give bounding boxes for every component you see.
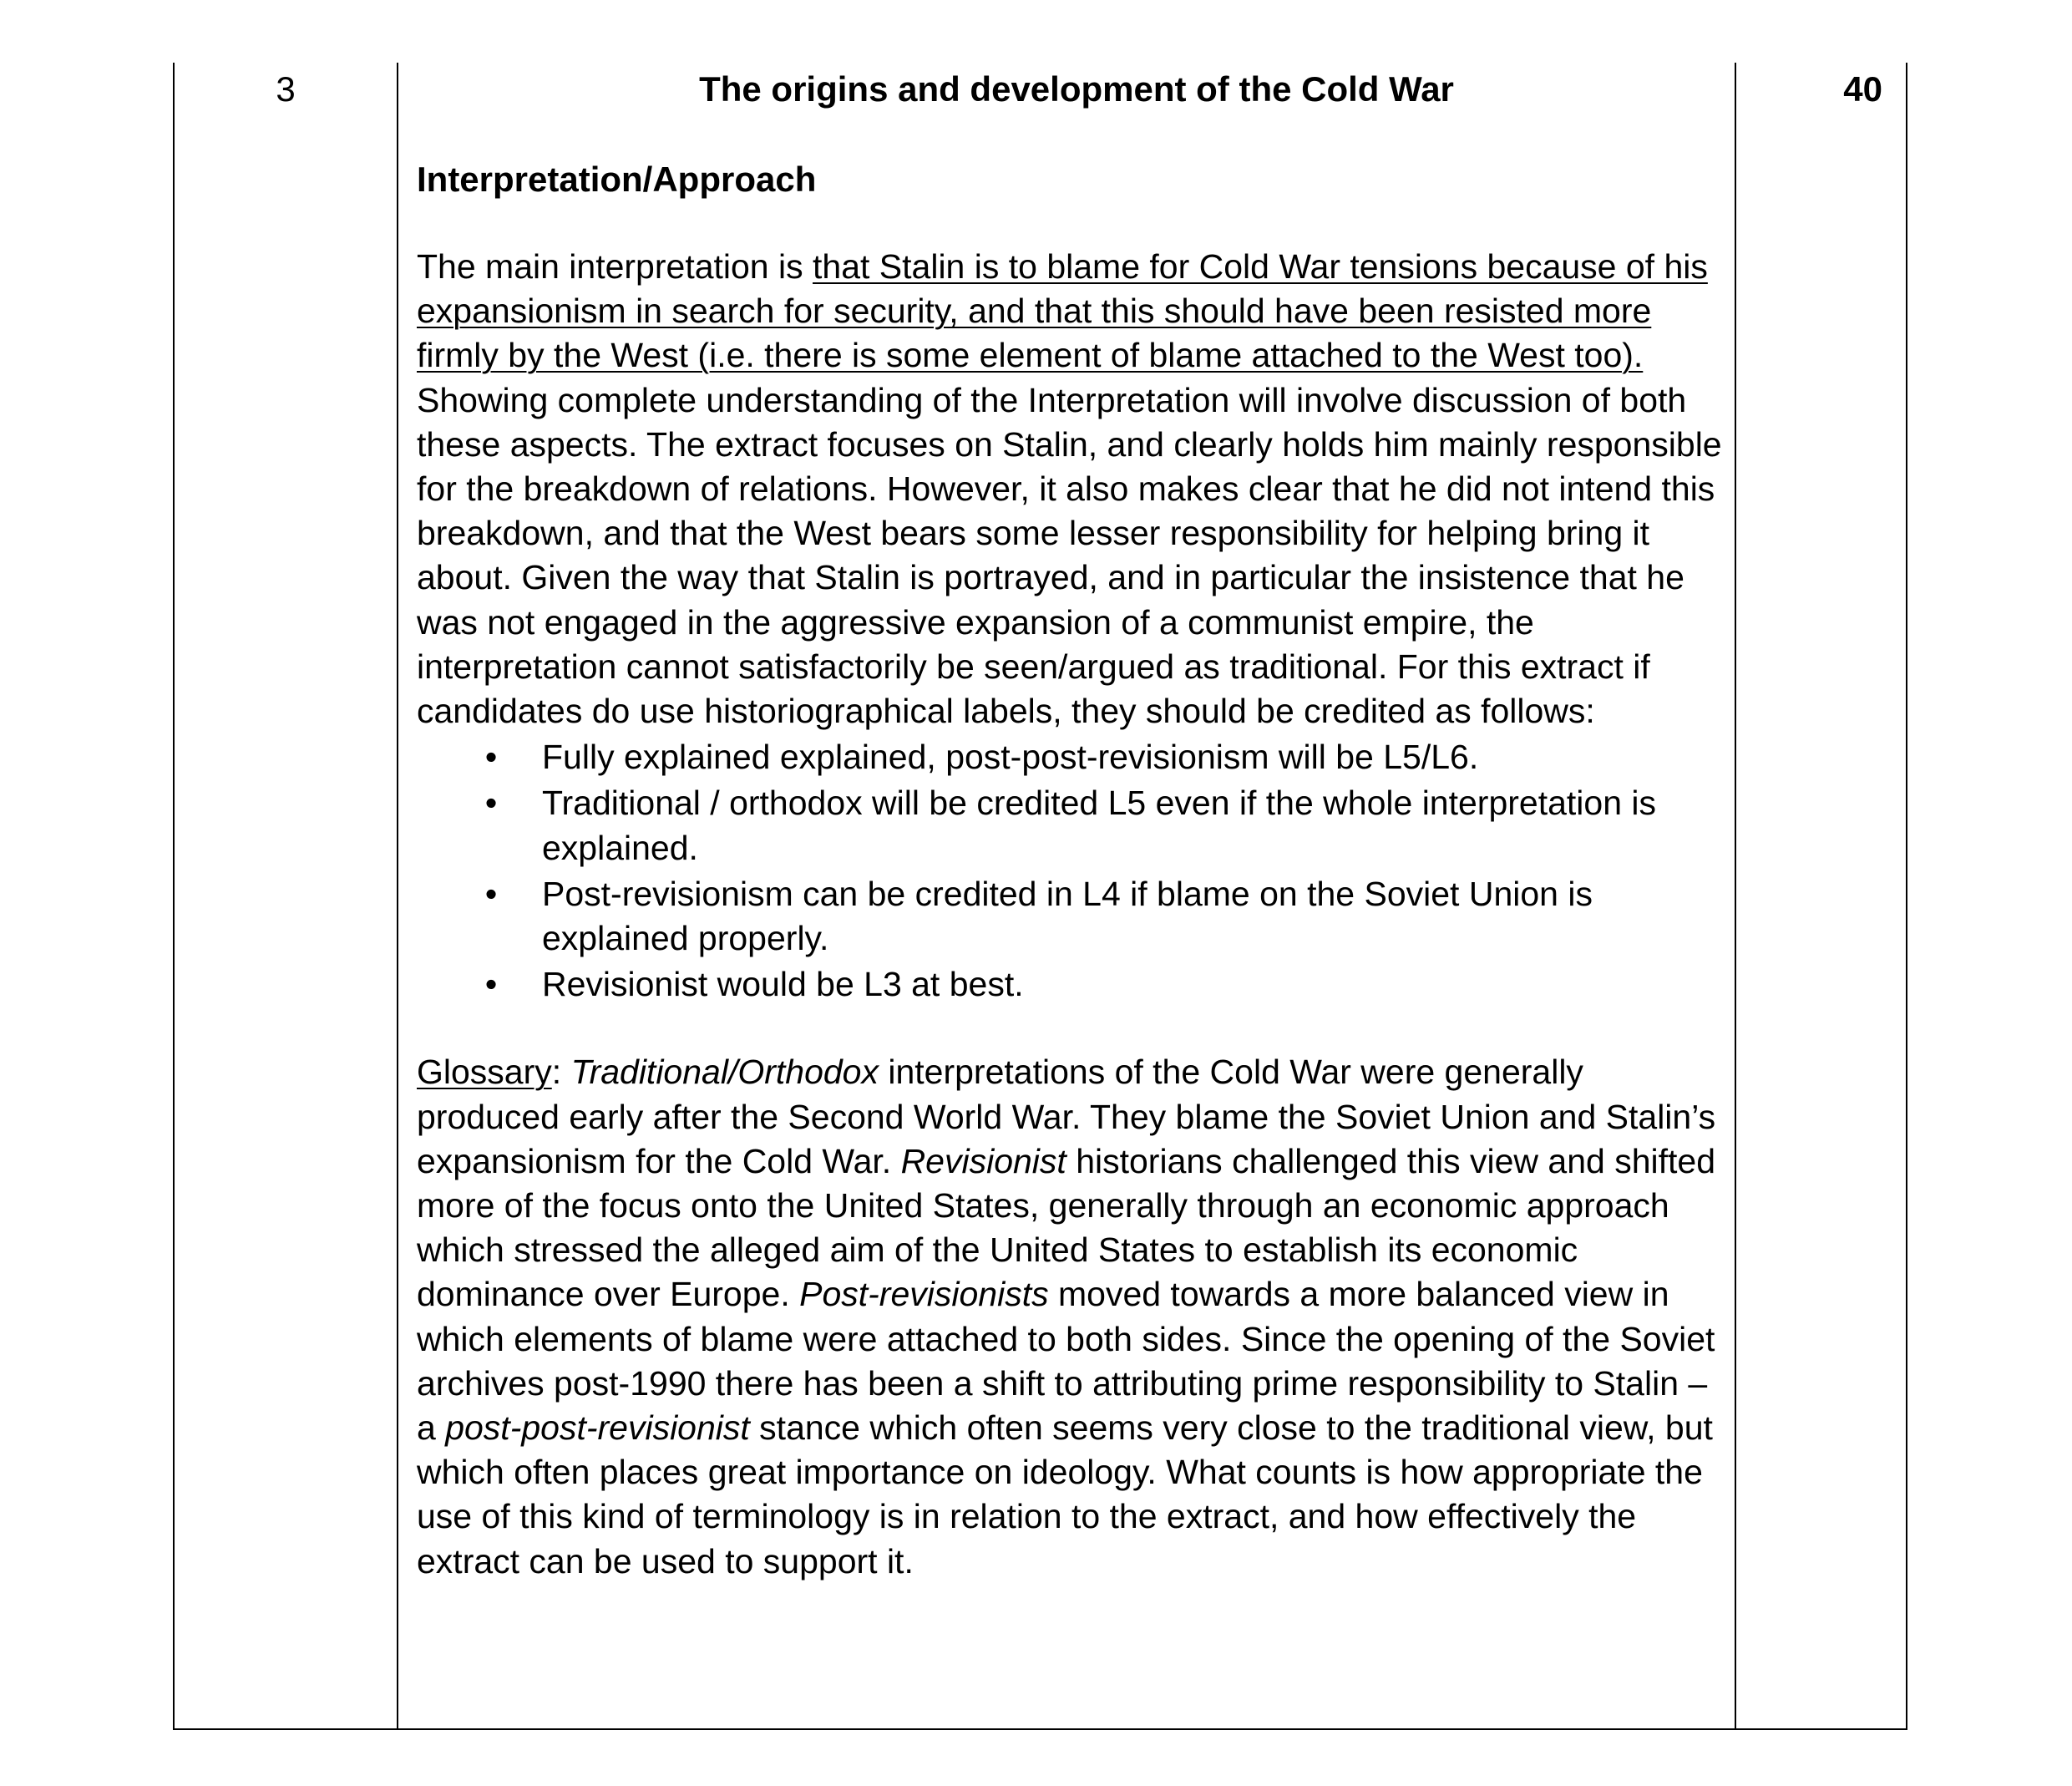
list-item (417, 735, 1724, 779)
mark-scheme-table (173, 63, 1907, 1730)
glossary-label: Glossary (417, 1053, 552, 1092)
column-divider (1735, 63, 1736, 1728)
list-item-text: Revisionist would be L3 at best. (542, 965, 1024, 1004)
credit-levels-list (417, 735, 1724, 1007)
glossary-term: Post-revisionists (799, 1275, 1049, 1314)
interpretation-paragraph (417, 245, 1724, 733)
column-divider (397, 63, 398, 1728)
glossary-term: post-post-revisionist (445, 1408, 750, 1448)
bullet-icon: • (484, 738, 498, 777)
bullet-icon: • (484, 874, 498, 913)
glossary-term: Traditional/Orthodox (570, 1053, 879, 1092)
list-item (417, 962, 1724, 1007)
glossary-paragraph (417, 1050, 1724, 1583)
list-item-text: Traditional / orthodox will be credited L5 even if the whole interpretation is explained. (542, 784, 1657, 867)
glossary-text: historians challenged this view and shifted more of the focus onto the United States, generally through an economic approach which stressed the alleged aim of the United States to establish its economic dominance over Europe. (417, 1141, 1715, 1314)
list-item (417, 872, 1724, 961)
bullet-icon: • (484, 784, 498, 823)
question-number: 3 (276, 69, 296, 109)
question-title: The origins and development of the Cold War (699, 69, 1454, 109)
list-item (417, 781, 1724, 870)
interpretation-underlined: that Stalin is to blame for Cold War tensions because of his expansionism in search for security, and that this should have been resisted more firmly by the West (i.e. there is some element of blame attached to the West too). (417, 247, 1708, 375)
interpretation-intro: The main interpretation is (417, 247, 813, 286)
section-heading: Interpretation/Approach (417, 160, 817, 199)
bullet-icon: • (484, 965, 498, 1004)
list-item-text: Fully explained explained, post-post-revisionism will be L5/L6. (542, 738, 1479, 777)
glossary-text: moved towards a more balanced view in which elements of blame were attached to both sides. Since the opening of the Soviet archives post-1990 there has been a shift to attributing prime responsibility to Stalin – a (417, 1275, 1715, 1448)
glossary-text: stance which often seems very close to the traditional view, but which often places great importance on ideology. What counts is how appropriate the use of this kind of terminology is in relation to the extract, and how effectively the extract can be used to support it. (417, 1408, 1713, 1581)
glossary-text: interpretations of the Cold War were generally produced early after the Second World War. They blame the Soviet Union and Stalin’s expansionism for the Cold War. (417, 1053, 1716, 1180)
guidance-cell (417, 68, 1724, 1584)
list-item-text: Post-revisionism can be credited in L4 if blame on the Soviet Union is explained properly. (542, 874, 1593, 958)
glossary-colon: : (551, 1053, 571, 1092)
marks-value: 40 (1843, 69, 1882, 109)
glossary-term: Revisionist (900, 1141, 1066, 1180)
interpretation-rest: Showing complete understanding of the Interpretation will involve discussion of both these aspects. The extract focuses on Stalin, and clearly holds him mainly responsible for the breakdown of relations. However, it also makes clear that he did not intend this breakdown, and that the West bears some lesser responsibility for helping bring it about. Given the way that Stalin is portrayed, and in particular the insistence that he was not engaged in the aggressive expansion of a communist empire, the interpretation cannot satisfactorily be seen/argued as traditional. For this extract if candidates do use historiographical labels, they should be credited as follows: (417, 380, 1722, 731)
